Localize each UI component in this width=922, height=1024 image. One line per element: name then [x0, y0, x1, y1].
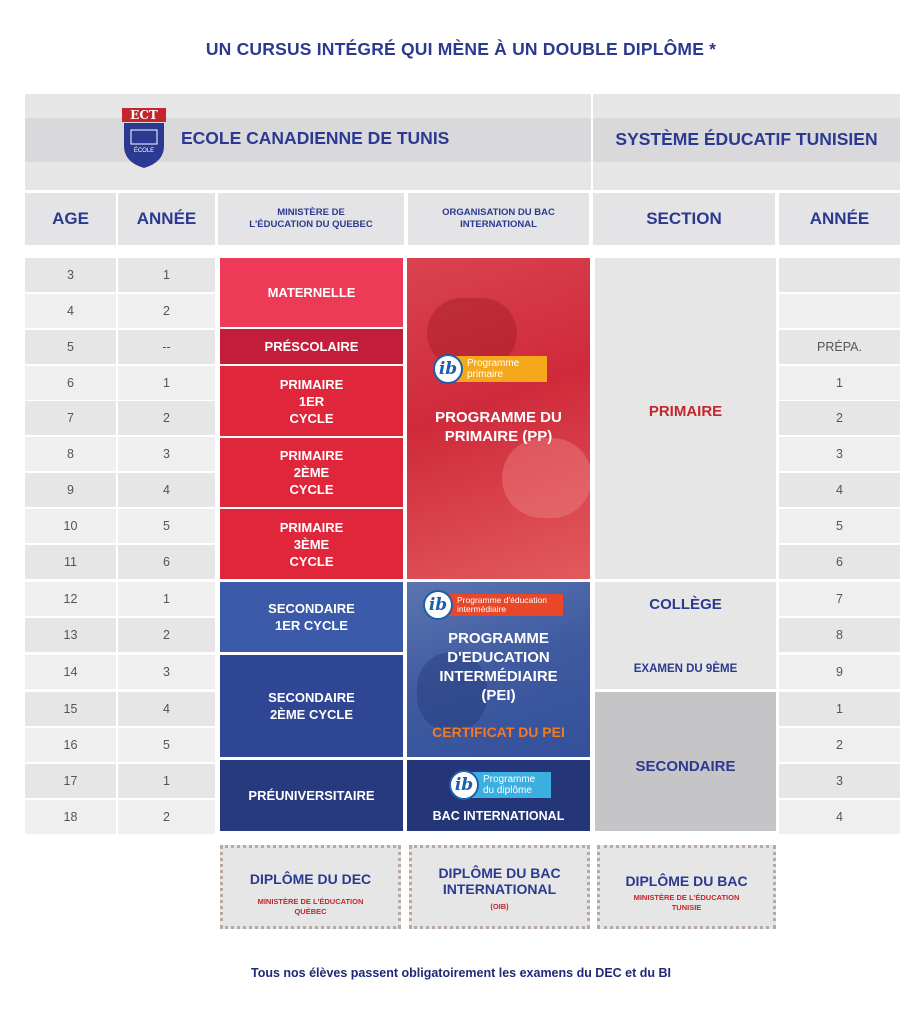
age-cell: 15 [25, 692, 116, 726]
annee-tn-cell: 9 [779, 655, 900, 689]
annee-tn-cell: 6 [779, 545, 900, 579]
annee-tn-cell [779, 294, 900, 328]
col-header-ministere: MINISTÈRE DE L'ÉDUCATION DU QUEBEC [218, 193, 404, 245]
ect-logo [122, 108, 166, 168]
pp-badge [433, 354, 547, 384]
annee-tn-cell: 1 [779, 692, 900, 726]
annee-qc-cell: 1 [118, 366, 215, 400]
ib-logo-icon: ib [433, 354, 463, 384]
age-cell: 17 [25, 764, 116, 798]
block-maternelle: MATERNELLE [220, 258, 403, 327]
diploma-bac-tn-title: DIPLÔME DU BAC [625, 873, 748, 889]
block-primaire-1: PRIMAIRE 1ER CYCLE [220, 366, 403, 436]
age-cell: 10 [25, 509, 116, 543]
diploma-dec-title: DIPLÔME DU DEC [249, 871, 372, 887]
annee-tn-cell [779, 258, 900, 292]
annee-qc-cell: 5 [118, 509, 215, 543]
ib-pp-section [407, 258, 590, 579]
diploma-bi [409, 845, 590, 929]
age-cell: 12 [25, 582, 116, 616]
dp-title: BAC INTERNATIONAL [432, 809, 565, 823]
age-cell: 13 [25, 618, 116, 652]
block-secondaire-2: SECONDAIRE 2ÈME CYCLE [220, 655, 403, 757]
main-title: UN CURSUS INTÉGRÉ QUI MÈNE À UN DOUBLE DIPLÔME * [205, 38, 717, 59]
pei-badge-label: Programme d'éducation intermédiaire [445, 594, 563, 616]
diploma-bac-tn [597, 845, 776, 929]
annee-qc-cell: 4 [118, 473, 215, 507]
annee-qc-cell: 2 [118, 618, 215, 652]
annee-qc-cell: 5 [118, 728, 215, 762]
annee-qc-cell: 2 [118, 401, 215, 435]
dp-badge-label: Programme du diplôme [471, 772, 551, 798]
annee-qc-cell: 2 [118, 800, 215, 834]
ib-logo-icon: ib [449, 770, 479, 800]
annee-tn-cell: 8 [779, 618, 900, 652]
section-primaire: PRIMAIRE [648, 402, 723, 420]
logo-subtext: ÉCOLE [133, 148, 155, 154]
col-header-section: SECTION [593, 193, 775, 245]
ib-dp-section [407, 760, 590, 831]
dp-badge [449, 770, 551, 800]
diploma-dec [220, 845, 401, 929]
pp-title: PROGRAMME DU PRIMAIRE (PP) [435, 409, 562, 445]
diploma-bi-title: DIPLÔME DU BAC INTERNATIONAL [438, 865, 561, 897]
age-cell: 8 [25, 437, 116, 471]
block-preuniversitaire: PRÉUNIVERSITAIRE [220, 760, 403, 831]
block-primaire-3: PRIMAIRE 3ÈME CYCLE [220, 509, 403, 579]
annee-tn-cell: PRÉPA. [779, 330, 900, 364]
age-cell: 4 [25, 294, 116, 328]
pei-title: PROGRAMME D'EDUCATION INTERMÉDIAIRE (PEI) [439, 630, 558, 704]
annee-qc-cell: 1 [118, 258, 215, 292]
annee-tn-cell: 1 [779, 366, 900, 400]
col-header-age: AGE [25, 193, 116, 245]
annee-tn-cell: 3 [779, 764, 900, 798]
block-primaire-2: PRIMAIRE 2ÈME CYCLE [220, 438, 403, 507]
annee-tn-cell: 4 [779, 800, 900, 834]
logo-letters: ECT [130, 108, 158, 122]
annee-tn-cell: 2 [779, 728, 900, 762]
tunisian-system-title: SYSTÈME ÉDUCATIF TUNISIEN [615, 128, 878, 149]
age-cell: 3 [25, 258, 116, 292]
age-cell: 9 [25, 473, 116, 507]
diploma-bac-tn-sub: MINISTÈRE DE L'ÉDUCATION TUNISIE [633, 893, 740, 912]
annee-tn-cell: 7 [779, 582, 900, 616]
annee-qc-cell: 1 [118, 582, 215, 616]
section-secondaire: SECONDAIRE [635, 757, 736, 775]
age-cell: 16 [25, 728, 116, 762]
footer-note: Tous nos élèves passent obligatoirement les examens du DEC et du BI [250, 966, 672, 980]
section-examen-9: EXAMEN DU 9ÈME [633, 663, 738, 675]
age-cell: 7 [25, 401, 116, 435]
annee-qc-cell: 6 [118, 545, 215, 579]
diploma-bi-sub: (OIB) [490, 902, 509, 911]
age-cell: 18 [25, 800, 116, 834]
age-cell: 5 [25, 330, 116, 364]
annee-tn-cell: 4 [779, 473, 900, 507]
section-college: COLLÈGE [649, 595, 722, 613]
pei-badge [423, 590, 563, 620]
ib-logo-icon: ib [423, 590, 453, 620]
col-header-oib: ORGANISATION DU BAC INTERNATIONAL [408, 193, 589, 245]
annee-qc-cell: 3 [118, 655, 215, 689]
pei-certificate: CERTIFICAT DU PEI [432, 724, 565, 740]
annee-qc-cell: 4 [118, 692, 215, 726]
annee-tn-cell: 2 [779, 401, 900, 435]
annee-qc-cell: 3 [118, 437, 215, 471]
pp-badge-label: Programme primaire [455, 356, 547, 382]
ib-pei-section [407, 582, 590, 757]
school-name: ECOLE CANADIENNE DE TUNIS [181, 128, 450, 148]
age-cell: 6 [25, 366, 116, 400]
col-header-annee: ANNÉE [118, 193, 215, 245]
col-header-annee-tn: ANNÉE [779, 193, 900, 245]
annee-qc-cell: -- [118, 330, 215, 364]
annee-qc-cell: 1 [118, 764, 215, 798]
block-secondaire-1: SECONDAIRE 1ER CYCLE [220, 582, 403, 652]
annee-tn-cell: 5 [779, 509, 900, 543]
annee-tn-cell: 3 [779, 437, 900, 471]
age-cell: 14 [25, 655, 116, 689]
diploma-dec-sub: MINISTÈRE DE L'ÉDUCATION QUÉBEC [257, 897, 364, 916]
age-cell: 11 [25, 545, 116, 579]
annee-qc-cell: 2 [118, 294, 215, 328]
block-prescolaire: PRÉSCOLAIRE [220, 329, 403, 364]
